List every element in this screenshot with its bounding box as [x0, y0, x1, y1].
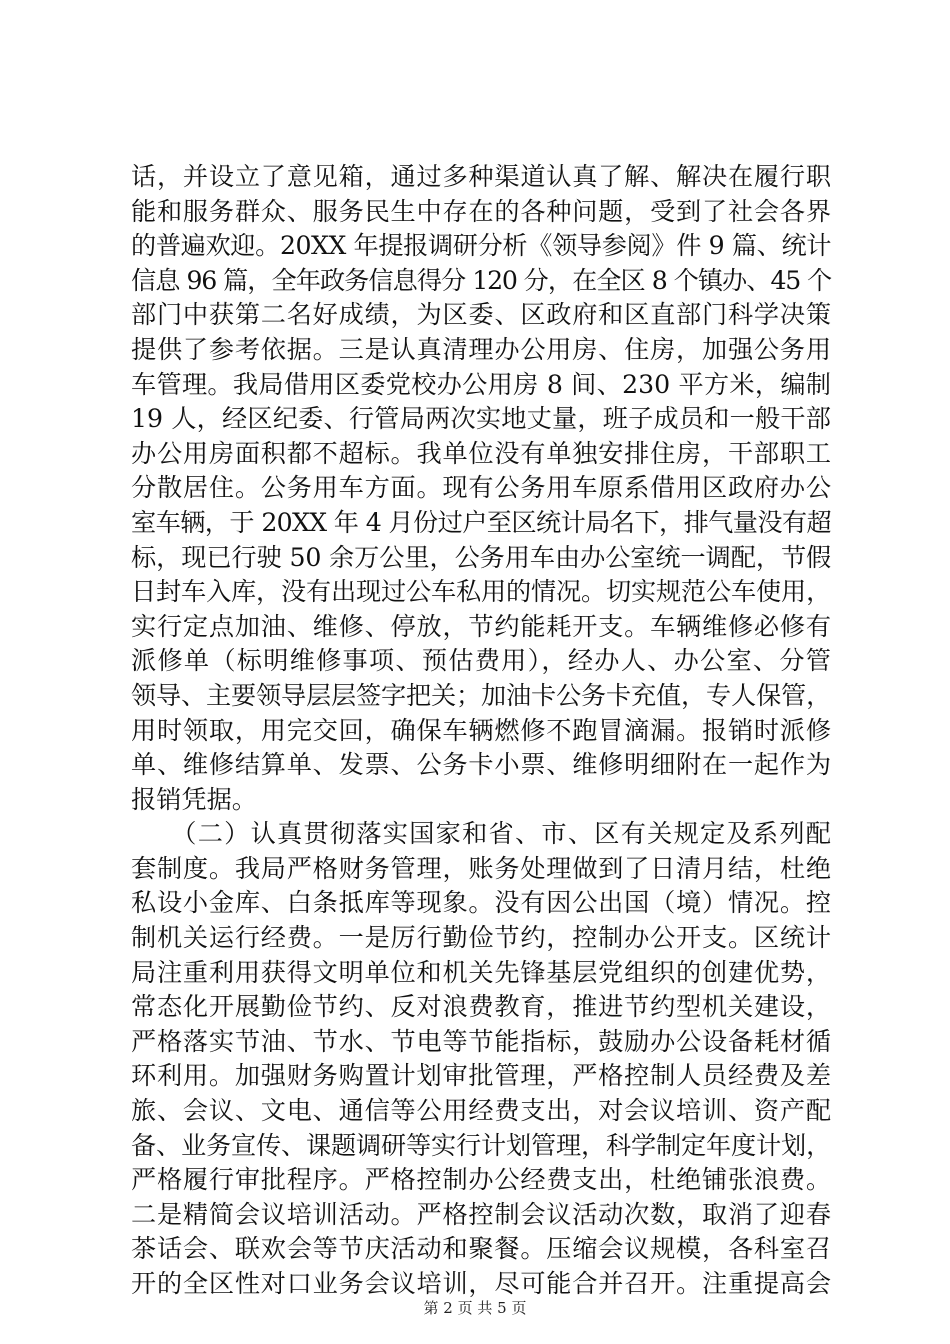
page-number-footer: 第 2 页 共 5 页	[423, 1299, 527, 1317]
text-line: 标，现已行驶 50 余万公里，公务用车由办公室统一调配，节假	[131, 542, 831, 572]
body-text	[131, 160, 831, 1302]
text-line: 分散居住。公务用车方面。现有公务用车原系借用区政府办公	[131, 473, 831, 503]
text-line: 19 人，经区纪委、行管局两次实地丈量，班子成员和一般干部	[131, 404, 831, 434]
text-line: 常态化开展勤俭节约、反对浪费教育，推进节约型机关建设，	[131, 992, 831, 1022]
text-line: 单、维修结算单、发票、公务卡小票、维修明细附在一起作为	[131, 750, 831, 780]
text-line: 用时领取，用完交回，确保车辆燃修不跑冒滴漏。报销时派修	[131, 715, 831, 745]
text-line: 领导、主要领导层层签字把关；加油卡公务卡充值，专人保管，	[131, 680, 831, 710]
text-line: 茶话会、联欢会等节庆活动和聚餐。压缩会议规模，各科室召	[131, 1234, 831, 1264]
text-line: 提供了参考依据。三是认真清理办公用房、住房，加强公务用	[131, 334, 831, 364]
text-line: 室车辆，于 20XX 年 4 月份过户至区统计局名下，排气量没有超	[131, 507, 831, 537]
text-line: 办公用房面积都不超标。我单位没有单独安排住房，干部职工	[131, 438, 831, 468]
text-line: 私设小金库、白条抵库等现象。没有因公出国（境）情况。控	[131, 888, 831, 918]
text-line: 部门中获第二名好成绩，为区委、区政府和区直部门科学决策	[131, 300, 831, 330]
text-line: 局注重利用获得文明单位和机关先锋基层党组织的创建优势，	[131, 957, 831, 987]
text-line: （二）认真贯彻落实国家和省、市、区有关规定及系列配	[131, 819, 831, 849]
text-line: 备、业务宣传、课题调研等实行计划管理，科学制定年度计划，	[131, 1130, 831, 1160]
text-line: 二是精简会议培训活动。严格控制会议活动次数，取消了迎春	[131, 1199, 831, 1229]
text-line: 制机关运行经费。一是厉行勤俭节约，控制办公开支。区统计	[131, 923, 831, 953]
text-line: 派修单（标明维修事项、预估费用），经办人、办公室、分管	[131, 646, 831, 676]
text-line: 日封车入库，没有出现过公车私用的情况。切实规范公车使用，	[131, 577, 831, 607]
text-line: 环利用。加强财务购置计划审批管理，严格控制人员经费及差	[131, 1061, 831, 1091]
text-line: 实行定点加油、维修、停放，节约能耗开支。车辆维修必修有	[131, 611, 831, 641]
text-line: 报销凭据。	[131, 784, 257, 814]
text-line: 的普遍欢迎。20XX 年提报调研分析《领导参阅》件 9 篇、统计	[131, 231, 831, 261]
text-line: 车管理。我局借用区委党校办公用房 8 间、230 平方米，编制	[131, 369, 831, 399]
text-line: 能和服务群众、服务民生中存在的各种问题，受到了社会各界	[131, 196, 831, 226]
text-line: 旅、会议、文电、通信等公用经费支出，对会议培训、资产配	[131, 1096, 831, 1126]
text-line: 开的全区性对口业务会议培训，尽可能合并召开。注重提高会	[131, 1269, 831, 1298]
text-line: 严格落实节油、节水、节电等节能指标，鼓励办公设备耗材循	[131, 1026, 831, 1056]
text-line: 严格履行审批程序。严格控制办公经费支出，杜绝铺张浪费。	[131, 1165, 831, 1195]
text-line: 套制度。我局严格财务管理，账务处理做到了日清月结，杜绝	[131, 853, 831, 883]
text-line: 信息 96 篇，全年政务信息得分 120 分，在全区 8 个镇办、45 个	[131, 265, 831, 295]
text-line: 话，并设立了意见箱，通过多种渠道认真了解、解决在履行职	[131, 162, 831, 191]
